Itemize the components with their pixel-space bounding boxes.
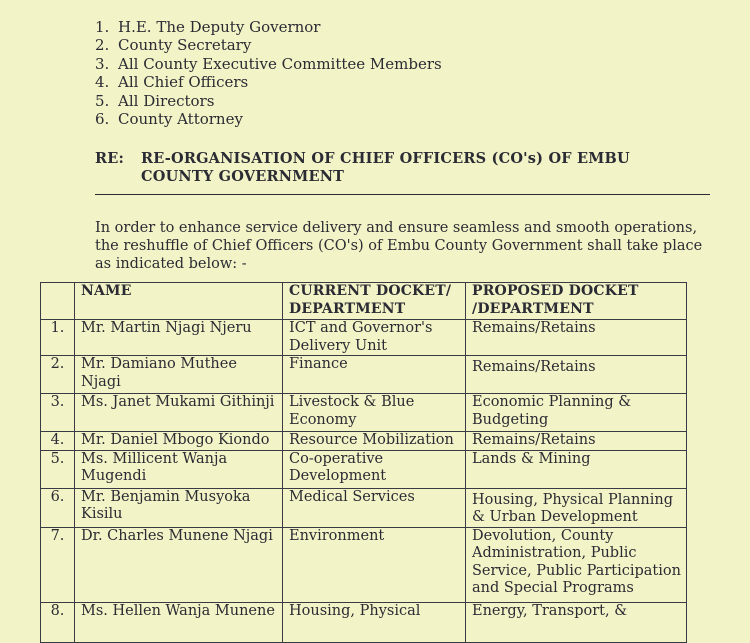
proposed-docket: Economic Planning & Budgeting bbox=[466, 394, 687, 432]
officer-name: Dr. Charles Munene Njagi bbox=[75, 527, 283, 602]
subject-label: RE: bbox=[95, 150, 125, 167]
subject-underline bbox=[95, 194, 710, 195]
officer-name: Mr. Martin Njagi Njeru bbox=[75, 320, 283, 356]
proposed-docket: Remains/Retains bbox=[466, 432, 687, 451]
header-no bbox=[41, 283, 75, 320]
current-docket: Finance bbox=[283, 356, 466, 394]
recipient-item: 5. All Directors bbox=[95, 91, 215, 110]
row-number: 2. bbox=[41, 356, 75, 394]
table-header-row bbox=[41, 283, 687, 320]
table-row bbox=[41, 432, 687, 451]
current-docket: ICT and Governor's Delivery Unit bbox=[283, 320, 466, 356]
proposed-docket: Remains/Retains bbox=[466, 320, 687, 356]
proposed-docket: Lands & Mining bbox=[466, 450, 687, 488]
table-row bbox=[41, 602, 687, 642]
proposed-docket: Energy, Transport, & bbox=[466, 602, 687, 642]
current-docket: Co-operative Development bbox=[283, 450, 466, 488]
recipient-item: 4. All Chief Officers bbox=[95, 73, 249, 92]
row-number: 4. bbox=[41, 432, 75, 451]
officer-name: Ms. Millicent Wanja Mugendi bbox=[75, 450, 283, 488]
header-name: NAME bbox=[75, 283, 283, 320]
current-docket: Housing, Physical bbox=[283, 602, 466, 642]
table-row bbox=[41, 527, 687, 602]
proposed-docket: Remains/Retains bbox=[466, 356, 687, 394]
table-row bbox=[41, 320, 687, 356]
row-number: 8. bbox=[41, 602, 75, 642]
officer-name: Ms. Hellen Wanja Munene bbox=[75, 602, 283, 642]
current-docket: Resource Mobilization bbox=[283, 432, 466, 451]
recipient-item: 1. H.E. The Deputy Governor bbox=[95, 18, 321, 36]
header-proposed-docket: PROPOSED DOCKET /DEPARTMENT bbox=[466, 283, 687, 320]
officer-name: Mr. Damiano Muthee Njagi bbox=[75, 356, 283, 394]
table-row bbox=[41, 450, 687, 488]
row-number: 1. bbox=[41, 320, 75, 356]
officer-name: Ms. Janet Mukami Githinji bbox=[75, 394, 283, 432]
row-number: 5. bbox=[41, 450, 75, 488]
officer-name: Mr. Benjamin Musyoka Kisilu bbox=[75, 488, 283, 527]
current-docket: Livestock & Blue Economy bbox=[283, 394, 466, 432]
subject-heading: RE-ORGANISATION OF CHIEF OFFICERS (CO's) OF EMBU COUNTY GOVERNMENT bbox=[141, 150, 630, 185]
recipient-item: 2. County Secretary bbox=[95, 36, 252, 55]
row-number: 6. bbox=[41, 488, 75, 527]
current-docket: Medical Services bbox=[283, 488, 466, 527]
table-row bbox=[41, 488, 687, 527]
recipient-list bbox=[95, 18, 442, 128]
proposed-docket: Devolution, County Administration, Public Service, Public Participation and Special Programs bbox=[466, 527, 687, 602]
intro-paragraph: In order to enhance service delivery and ensure seamless and smooth operations, the reshuffle of Chief Officers (CO's) of Embu County Government shall take place as indicated below: - bbox=[95, 220, 703, 272]
header-current-docket: CURRENT DOCKET/ DEPARTMENT bbox=[283, 283, 466, 320]
row-number: 7. bbox=[41, 527, 75, 602]
current-docket: Environment bbox=[283, 527, 466, 602]
recipient-item: 3. All County Executive Committee Members bbox=[95, 54, 442, 73]
table-row bbox=[41, 394, 687, 432]
table-row bbox=[41, 356, 687, 394]
proposed-docket: Housing, Physical Planning & Urban Development bbox=[466, 488, 687, 527]
officer-name: Mr. Daniel Mbogo Kiondo bbox=[75, 432, 283, 451]
row-number: 3. bbox=[41, 394, 75, 432]
chief-officers-table bbox=[40, 282, 687, 643]
recipient-item: 6. County Attorney bbox=[95, 109, 243, 128]
